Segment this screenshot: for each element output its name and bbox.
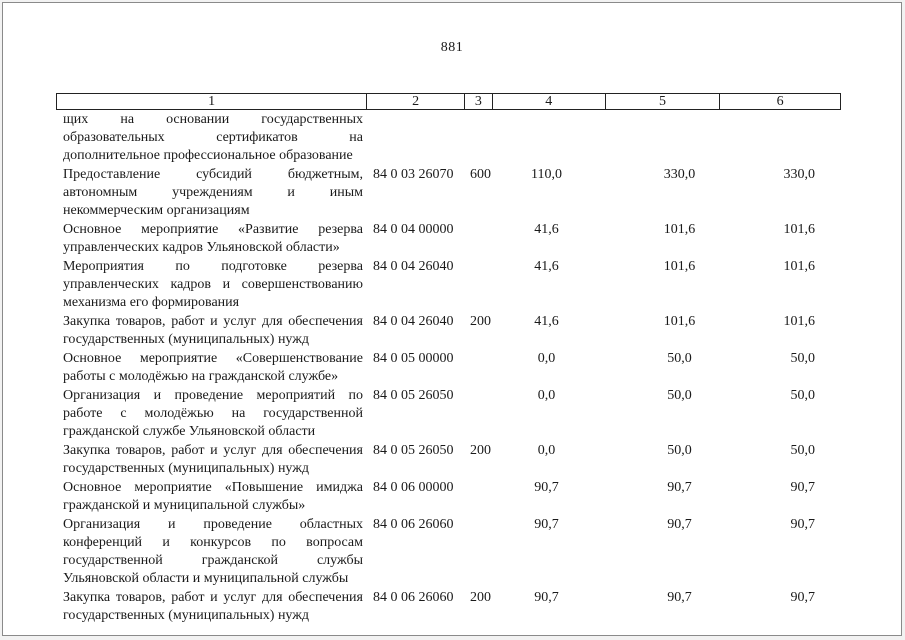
row-code: 84 0 05 26050 [373,388,454,403]
row-value-col5: 90,7 [667,590,692,605]
header-col-3: 3 [465,94,493,109]
row-expense-type [470,350,500,386]
row-value-col4: 41,6 [534,222,559,237]
row-code: 84 0 06 00000 [373,480,454,495]
row-code: 84 0 03 26070 [373,167,454,182]
row-value-col6: 101,6 [783,222,815,237]
row-expense-type: 200 [470,443,491,458]
row-value-col4: 90,7 [534,517,559,532]
row-value-col6: 330,0 [783,167,815,182]
row-value-col4: 0,0 [537,388,556,403]
row-value-col5: 101,6 [663,259,696,274]
table-row [63,166,843,220]
row-code: 84 0 04 26040 [373,259,454,274]
row-value-col6: 50,0 [790,443,815,458]
row-name: Закупка товаров, работ и услуг для обеспечения государственных (муниципальных) нужд [63,314,363,347]
table-row [63,589,843,625]
row-value-col6: 50,0 [790,351,815,366]
row-value-col4: 110,0 [531,167,562,182]
row-name: Закупка товаров, работ и услуг для обеспечения государственных (муниципальных) нужд [63,443,363,476]
header-col-2: 2 [367,94,465,109]
table-row [63,313,843,349]
table-header [56,93,841,110]
row-value-col5: 330,0 [663,167,696,182]
row-name: щих на основании государственных образовательных сертификатов на дополнительное профессиональное образование [63,112,363,163]
row-name: Основное мероприятие «Совершенствование работы с молодёжью на гражданской службе» [63,351,363,384]
row-code: 84 0 06 26060 [373,517,454,532]
row-code: 84 0 06 26060 [373,590,454,605]
row-name: Основное мероприятие «Развитие резерва управленческих кадров Ульяновской области» [63,222,363,255]
row-value-col5: 50,0 [667,351,692,366]
row-value-col5 [613,111,726,165]
row-name: Организация и проведение мероприятий по работе с молодёжью на государственной гражданской службе Ульяновской области [63,388,363,439]
row-expense-type [470,516,500,588]
table-row [63,221,843,257]
document-page [2,2,902,636]
row-code: 84 0 04 00000 [373,222,454,237]
header-col-4: 4 [493,94,606,109]
page-number: 881 [440,40,464,55]
row-value-col4: 41,6 [534,259,559,274]
row-value-col5: 101,6 [663,314,696,329]
table-row [63,258,843,312]
row-code: 84 0 04 26040 [373,314,454,329]
row-value-col5: 101,6 [663,222,696,237]
row-name: Основное мероприятие «Повышение имиджа гражданской и муниципальной службы» [63,480,363,513]
row-value-col5: 90,7 [667,517,692,532]
table-row [63,350,843,386]
row-expense-type: 600 [470,167,491,182]
header-col-5: 5 [606,94,721,109]
header-col-1: 1 [57,94,367,109]
row-code: 84 0 05 26050 [373,443,454,458]
row-value-col6: 101,6 [783,314,815,329]
row-expense-type [470,479,500,515]
row-code [363,111,470,165]
row-name: Мероприятия по подготовке резерва управленческих кадров и совершенствованию механизма его формирования [63,259,363,310]
row-value-col6: 90,7 [790,480,815,495]
row-value-col4: 0,0 [537,443,556,458]
row-expense-type: 200 [470,590,491,605]
row-value-col6: 101,6 [783,259,815,274]
row-value-col6: 90,7 [790,517,815,532]
row-value-col6: 50,0 [790,388,815,403]
table-row [63,111,843,165]
row-expense-type [470,111,500,165]
row-value-col6 [726,111,843,165]
row-value-col4: 90,7 [534,480,559,495]
table-body [63,111,843,625]
row-name: Закупка товаров, работ и услуг для обеспечения государственных (муниципальных) нужд [63,590,363,623]
row-value-col4 [500,111,613,165]
row-value-col4: 41,6 [534,314,559,329]
row-name: Организация и проведение областных конференций и конкурсов по вопросам государственной гражданской службы Ульяновской области и муниципальной службы [63,517,363,586]
table-row [63,479,843,515]
row-value-col6: 90,7 [790,590,815,605]
row-expense-type: 200 [470,314,491,329]
row-value-col5: 90,7 [667,480,692,495]
row-value-col4: 90,7 [534,590,559,605]
row-expense-type [470,258,500,312]
header-col-6: 6 [776,94,784,109]
table-row [63,442,843,478]
row-expense-type [470,221,500,257]
row-value-col4: 0,0 [537,351,556,366]
row-code: 84 0 05 00000 [373,351,454,366]
row-name: Предоставление субсидий бюджетным, автономным учреждениям и иным некоммерческим организациям [63,167,363,218]
row-value-col5: 50,0 [667,443,692,458]
row-value-col5: 50,0 [667,388,692,403]
row-expense-type [470,387,500,441]
table-row [63,516,843,588]
table-row [63,387,843,441]
